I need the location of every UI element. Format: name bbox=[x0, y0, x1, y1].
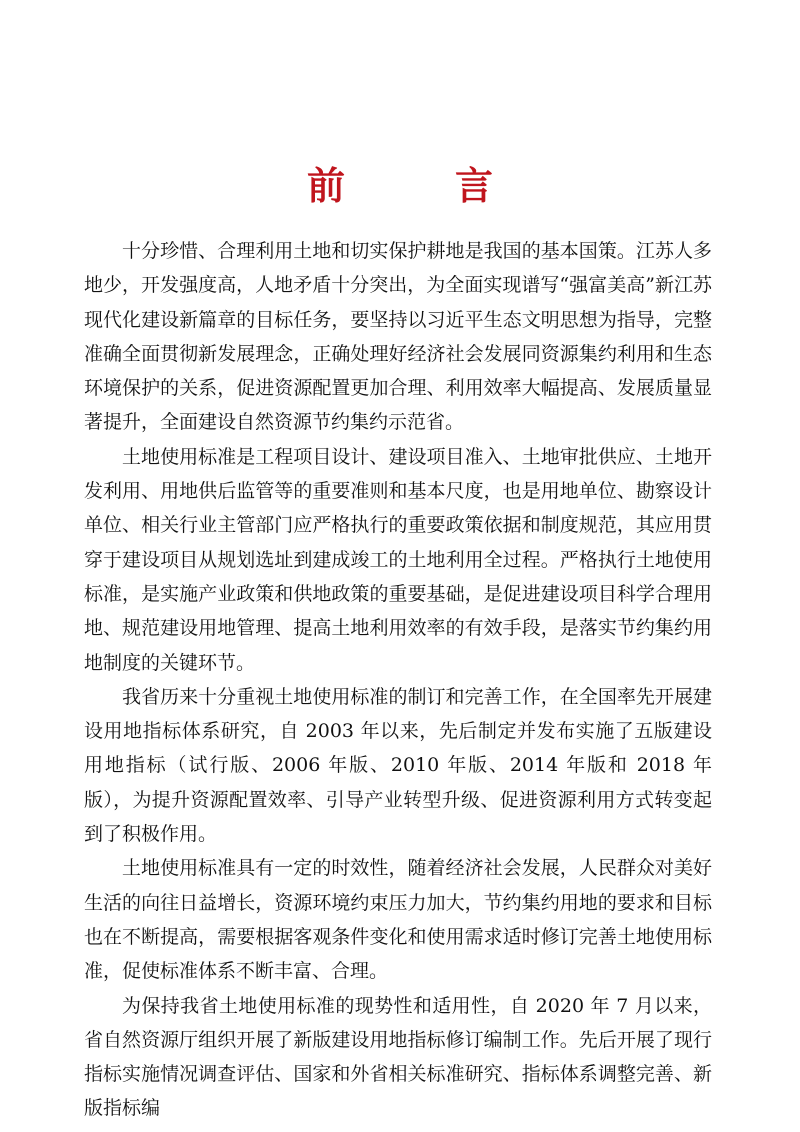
paragraph: 十分珍惜、合理利用土地和切实保护耕地是我国的基本国策。江苏人多地少，开发强度高，人地矛盾十分突出，为全面实现谱写“强富美高”新江苏现代化建设新篇章的目标任务，要坚持以习近平生态文明思想为指导，完整准确全面贯彻新发展理念，正确处理好经济社会发展同资源集约利用和生态环境保护的关系，促进资源配置更加合理、利用效率大幅提高、发展质量显著提升，全面建设自然资源节约集约示范省。 bbox=[84, 240, 712, 434]
paragraph: 土地使用标准具有一定的时效性，随着经济社会发展，人民群众对美好生活的向往日益增长，资源环境约束压力加大，节约集约用地的要求和目标也在不断提高，需要根据客观条件变化和使用需求适时修订完善土地使用标准，促使标准体系不断丰富、合理。 bbox=[84, 857, 712, 983]
paragraph: 土地使用标准是工程项目设计、建设项目准入、土地审批供应、土地开发利用、用地供后监管等的重要准则和基本尺度，也是用地单位、勘察设计单位、相关行业主管部门应严格执行的重要政策依据和制度规范，其应用贯穿于建设项目从规划选址到建成竣工的土地利用全过程。严格执行土地使用标准，是实施产业政策和供地政策的重要基础，是促进建设项目科学合理用地、规范建设用地管理、提高土地利用效率的有效手段，是落实节约集约用地制度的关键环节。 bbox=[84, 445, 712, 674]
document-body bbox=[84, 234, 712, 1126]
page-title: 前 言 bbox=[306, 163, 529, 208]
paragraph: 为保持我省土地使用标准的现势性和适用性，自 2020 年 7 月以来，省自然资源厅组织开展了新版建设用地指标修订编制工作。先后开展了现行指标实施情况调查评估、国家和外省相关标准研究、指标体系调整完善、新版指标编 bbox=[84, 994, 712, 1120]
paragraph: 我省历来十分重视土地使用标准的制订和完善工作，在全国率先开展建设用地指标体系研究，自 2003 年以来，先后制定并发布实施了五版建设用地指标（试行版、2006 年版、2010 年版、2014 年版和 2018 年版），为提升资源配置效率、引导产业转型升级、促进资源利用方式转变起到了积极作用。 bbox=[84, 685, 712, 846]
